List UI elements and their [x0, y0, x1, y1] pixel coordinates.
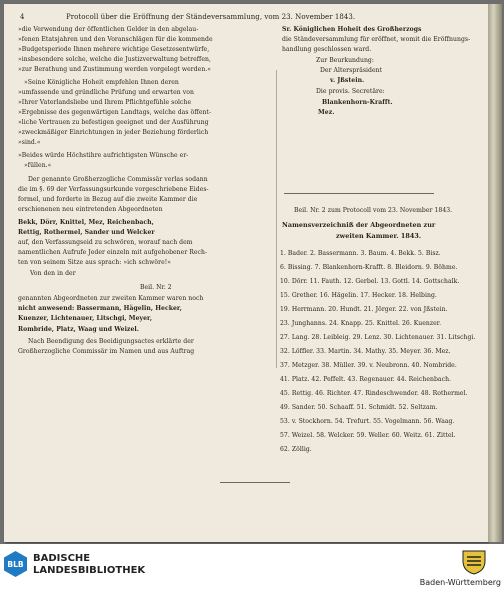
library-name-line2: LANDESBIBLIOTHEK — [33, 565, 146, 576]
beilage-row-9: 37. Metzger. 38. Müller. 39. v. Neubronn. 40. Nombride. — [280, 362, 457, 369]
right-column-line-2: die Ständeversammlung für eröffnet, womit die Eröffnungs- — [282, 36, 471, 43]
left-column-line-8: »Ihrer Vaterlandsliebe und Ihrem Pflichtgefühle solche — [18, 99, 192, 106]
beilage-row-5: 19. Herrmann. 20. Hundt. 21. Jörger. 22. von Jßstein. — [280, 306, 448, 313]
beilage-row-8: 32. Löffler. 33. Martin. 34. Mathy. 35. Meyer. 36. Mez. — [280, 348, 451, 355]
beilage-row-1: 1. Bader. 2. Bassermann. 3. Baum. 4. Bekk. 5. Bisz. — [280, 250, 441, 257]
left-column-line-9: »Ergebnisse des gegenwärtigen Landtags, welche das öffent- — [18, 109, 212, 116]
left-column-line-25: Beil. Nr. 2 — [140, 284, 172, 291]
beilage-row-12: 49. Sander. 50. Schaaff. 51. Schmidt. 52. Seltzam. — [280, 404, 438, 411]
left-column-line-5: »zur Berathung und Zustimmung werden vorgelegt werden.« — [18, 66, 212, 73]
left-column-line-28: Kuenzer, Lichtenauer, Litschgi, Meyer, — [18, 315, 153, 322]
left-column-line-24: Von den in der — [30, 270, 76, 277]
left-column-line-12: »sind.« — [18, 139, 41, 146]
beilage-row-6: 23. Junghanns. 24. Knapp. 25. Knittel. 26. Kuenzer. — [280, 320, 442, 327]
left-column-line-6: »Seine Königliche Hoheit empfehlen Ihnen deren — [24, 79, 179, 86]
library-name — [33, 553, 145, 577]
left-column-line-27: nicht anwesend: Bassermann, Hägelin, Hecker, — [18, 305, 182, 312]
left-column-line-11: »zweckmäßiger Einrichtungen in jeder Beziehung förderlich — [18, 129, 209, 136]
state-coat-of-arms-icon — [460, 548, 488, 575]
left-column-line-18: erschienenen neu eintretenden Abgeordneten — [18, 206, 163, 213]
left-column-line-14: »füllen.« — [24, 162, 52, 169]
beilage-row-14: 57. Weizel. 58. Welcker. 59. Weller. 60. Weitz. 61. Zittel. — [280, 432, 456, 439]
left-column-line-7: »umfassende und gründliche Prüfung und erwarten von — [18, 89, 194, 96]
beilage-row-13: 53. v. Stockhorn. 54. Trefurt. 55. Vogelmann. 56. Waag. — [280, 418, 455, 425]
column-divider — [276, 70, 277, 368]
left-column-line-3: »Budgetsperiode Ihnen mehrere wichtige Gesetzesentwürfe, — [18, 46, 210, 53]
left-column-line-16: die im §. 69 der Verfassungsurkunde vorgeschriebene Eides- — [18, 186, 209, 193]
left-column-line-29: Rombride, Platz, Waag und Weizel. — [18, 326, 139, 333]
beilage-row-3: 10. Dörr. 11. Fauth. 12. Gerbel. 13. Gottl. 14. Gottschalk. — [280, 278, 460, 285]
beilage-row-10: 41. Platz. 42. Peffelt. 43. Regenauer. 44. Reichenbach. — [280, 376, 452, 383]
page-gutter — [488, 4, 502, 542]
left-column-line-30: Nach Beendigung des Beeidigungsactes erklärte der — [28, 338, 194, 345]
left-column-line-20: Rettig, Rothermel, Sander und Welcker — [18, 229, 155, 236]
library-logo — [4, 551, 27, 577]
beilage-row-4: 15. Grether. 16. Hägelin. 17. Hecker. 18. Helbing. — [280, 292, 437, 299]
right-column-line-5: Der Alterspräsident — [320, 67, 383, 74]
right-column-line-3: handlung geschlossen ward. — [282, 46, 372, 53]
library-name-line1: BADISCHE — [33, 553, 91, 564]
beilage-row-2: 6. Bissing. 7. Blankenhorn-Krafft. 8. Bleidorn. 9. Böhme. — [280, 264, 458, 271]
beilage-row-15: 62. Zöllig. — [280, 446, 312, 453]
left-column-line-26: genannten Abgeordneten zur zweiten Kammer waren noch — [18, 295, 204, 302]
right-column-line-1: Sr. Königlichen Hoheit des Großherzogs — [282, 26, 422, 33]
left-column-line-1: »die Verwendung der öffentlichen Gelder in den abgelau- — [18, 26, 199, 33]
right-column-line-6: v. Jßstein. — [330, 77, 365, 84]
left-column-line-10: »liche Vertrauen zu befestigen geeignet und der Ausführung — [18, 119, 209, 126]
beilage-title: Namensverzeichniß der Abgeordneten zur — [282, 221, 436, 229]
left-column-line-23: ten von seinem Sitze aus sprach: »ich schwöre!« — [18, 259, 172, 266]
right-column-line-8: Blankenhorn-Krafft. — [322, 99, 393, 106]
page-header: Protocoll über die Eröffnung der Ständeversammlung, vom 23. November 1843. — [66, 13, 356, 21]
right-column-line-4: Zur Beurkundung: — [316, 57, 374, 64]
left-column-line-31: Großherzogliche Commissär im Namen und aus Auftrag — [18, 348, 195, 355]
footer-rule — [220, 482, 290, 483]
beilage-caption: Beil. Nr. 2 zum Protocoll vom 23. November 1843. — [294, 207, 453, 214]
right-column-line-9: Mez. — [318, 109, 335, 116]
left-column-line-21: auf, den Verfassungseid zu schwören, worauf nach dem — [18, 239, 193, 246]
logo-text: BLB — [7, 560, 24, 569]
left-column-line-15: Der genannte Großherzogliche Commissär verlas sodann — [28, 176, 208, 183]
left-column-line-2: »fenen Etatsjahren und den Voranschlägen für die kommende — [18, 36, 213, 43]
page-number: 4 — [20, 13, 25, 21]
region-label: Baden-Württemberg — [419, 578, 501, 587]
right-column-line-7: Die provis. Secretäre: — [316, 88, 385, 95]
beilage-subtitle: zweiten Kammer. 1843. — [336, 232, 422, 240]
left-column-line-17: formel, und forderte in Bezug auf die zweite Kammer die — [18, 196, 198, 203]
beilage-row-11: 45. Rettig. 46. Richter. 47. Rindeschwender. 48. Rothermel. — [280, 390, 468, 397]
left-column-line-19: Bekk, Dörr, Knittel, Mez, Reichenbach, — [18, 219, 154, 226]
header-rule — [284, 193, 434, 194]
left-column-line-4: »insbesondere solche, welche die Justizverwaltung betreffen, — [18, 56, 211, 63]
left-column-line-22: namentlichen Aufrufe Jeder einzeln mit aufgehobener Rech- — [18, 249, 208, 256]
beilage-row-7: 27. Lang. 28. Leibleig. 29. Lenz. 30. Lichtenauer. 31. Litschgi. — [280, 334, 476, 341]
left-column-line-13: »Beides würde Höchstihre aufrichtigsten Wünsche er- — [18, 152, 189, 159]
